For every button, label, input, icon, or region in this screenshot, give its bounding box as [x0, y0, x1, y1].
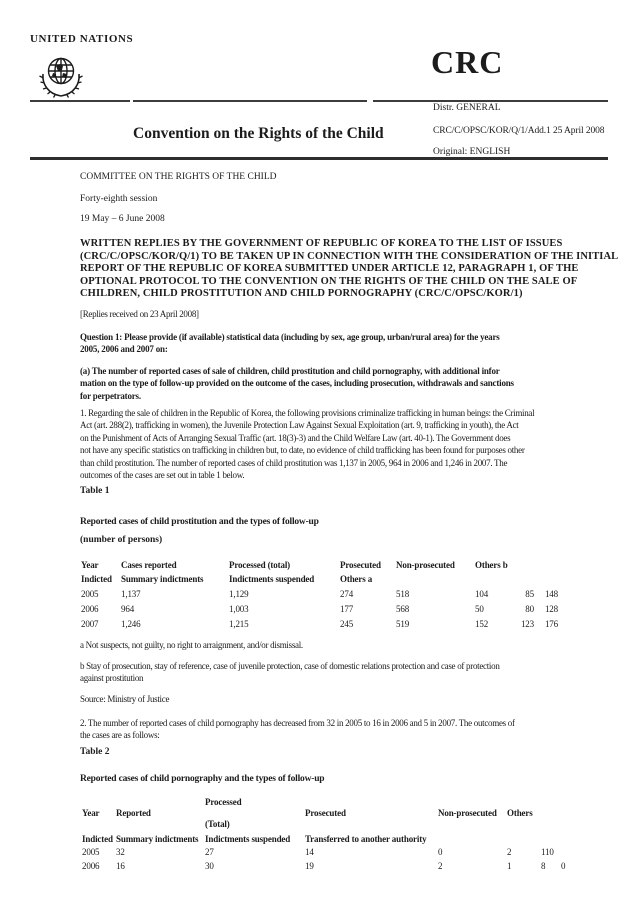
subject-heading: [80, 238, 618, 301]
paragraph-1-line: than child prostitution. The number of reported cases of child prostitution was 1,137 in 2005, 964 in 2006 and 1,246 in 2007. The: [80, 457, 508, 468]
table-cell: 30: [205, 861, 214, 871]
column-header: (Total): [205, 819, 230, 829]
footnote-b-line: against prostitution: [80, 673, 144, 684]
column-header: Others: [507, 808, 533, 818]
subject-line: REPORT OF THE REPUBLIC OF KOREA SUBMITTED UNDER ARTICLE 12, PARAGRAPH 1, OF THE: [80, 263, 579, 274]
header-rule-middle: [133, 100, 367, 102]
subject-line: CHILDREN, CHILD PROSTITUTION AND CHILD PORNOGRAPHY (CRC/C/OPSC/KOR/1): [80, 288, 523, 299]
column-header: Transferred to another authority: [305, 834, 427, 844]
source-line: Source: Ministry of Justice: [80, 694, 170, 704]
table-cell: 2006: [81, 604, 99, 614]
question-1-item-a: [80, 365, 514, 402]
original-language: Original: ENGLISH: [433, 147, 511, 157]
column-header: Indictments suspended: [205, 834, 291, 844]
header-rule-thick: [30, 157, 608, 160]
table-1-unit: (number of persons): [80, 535, 163, 545]
column-header: Processed (total): [229, 560, 291, 570]
table-cell: 85: [525, 589, 534, 599]
paragraph-1-line: 1. Regarding the sale of children in the Republic of Korea, the following provisions criminalize trafficking in human beings: the Criminal: [80, 408, 535, 418]
table-cell: 518: [396, 589, 410, 599]
table-cell: 2005: [81, 589, 99, 599]
table-2-header-total: [0, 819, 640, 833]
table-cell: 50: [475, 604, 484, 614]
paragraph-1-line: on the Punishment of Acts of Arranging Sexual Traffic (art. 18(3)-3) and the Child Welfare Law (art. 40-1). The Government does: [80, 432, 511, 443]
table-cell: 1,003: [229, 604, 249, 614]
distr-line: Distr. GENERAL: [433, 103, 501, 113]
table-1-header-row-1: [0, 560, 640, 574]
table-cell: 568: [396, 604, 410, 614]
table-cell: 0: [561, 861, 566, 871]
subject-line: (CRC/C/OPSC/KOR/Q/1) TO BE TAKEN UP IN CONNECTION WITH THE CONSIDERATION OF THE INITIAL: [80, 250, 619, 262]
paragraph-1-line: Act (art. 288(2), trafficking in women), the Juvenile Protection Law Against Sexual Exploitation (art. 9, trafficking in youth), the Act: [80, 420, 519, 431]
column-header: Summary indictments: [121, 574, 204, 584]
table-cell: 964: [121, 604, 135, 614]
committee-name: COMMITTEE ON THE RIGHTS OF THE CHILD: [80, 172, 277, 182]
table-cell: 0: [438, 847, 443, 857]
table-cell: 1,215: [229, 619, 249, 629]
table-row: [0, 619, 640, 633]
table-cell: 1,129: [229, 589, 249, 599]
subject-line: WRITTEN REPLIES BY THE GOVERNMENT OF REPUBLIC OF KOREA TO THE LIST OF ISSUES: [80, 238, 563, 249]
table-cell: 14: [305, 847, 314, 857]
session-name: Forty-eighth session: [80, 194, 158, 204]
header-rule-right: [373, 100, 608, 102]
table-cell: 2007: [81, 619, 99, 629]
table-cell: 16: [116, 861, 125, 871]
table-cell: 2005: [82, 847, 100, 857]
table-cell: 19: [305, 861, 314, 871]
table-1-footnote-a: a Not suspects, not guilty, no right to arraignment, and/or dismissal.: [80, 640, 303, 650]
table-cell: 176: [544, 619, 558, 629]
paragraph-1-line: not have any specific statistics on trafficking in children but, to date, no evidence of child trafficking has been found for purposes other: [80, 445, 525, 456]
column-header: Year: [82, 808, 100, 818]
table-cell: 1,137: [121, 589, 141, 599]
paragraph-1: [80, 407, 534, 481]
replies-received: [Replies received on 23 April 2008]: [80, 309, 199, 319]
column-header: Year: [81, 560, 99, 570]
table-cell: 8: [541, 861, 546, 871]
column-header: Processed: [205, 797, 242, 807]
question-1-line: Question 1: Please provide (if available) statistical data (including by sex, age group, urban/rural area) for the years: [80, 332, 500, 342]
paragraph-1-line: outcomes of the cases are set out in table 1 below.: [80, 470, 245, 481]
paragraph-2-line: 2. The number of reported cases of child pornography has decreased from 32 in 2005 to 16 in 2006 and 5 in 2007. The outcomes of: [80, 718, 515, 728]
reference-line: CRC/C/OPSC/KOR/Q/1/Add.1 25 April 2008: [433, 126, 605, 136]
table-cell: 2006: [82, 861, 100, 871]
column-header: Indicted: [82, 834, 113, 844]
footnote-b-line: b Stay of prosecution, stay of reference, case of juvenile protection, case of domestic relations protection and case of protection: [80, 661, 500, 671]
table-row: [0, 589, 640, 603]
item-a-line: (a) The number of reported cases of sale of children, child prostitution and child pornography, with additional infor: [80, 366, 500, 376]
org-name: UNITED NATIONS: [30, 33, 134, 45]
un-emblem-icon: [36, 52, 86, 105]
header-rule-left: [30, 100, 130, 102]
paragraph-2: [80, 717, 515, 742]
table-cell: 2: [507, 847, 512, 857]
session-dates: 19 May – 6 June 2008: [80, 214, 165, 224]
column-header: Prosecuted: [305, 808, 346, 818]
table-cell: 274: [340, 589, 354, 599]
paragraph-2-line: the cases are as follows:: [80, 730, 160, 741]
item-a-line: mation on the type of follow-up provided on the outcome of the cases, including prosecution, withdrawals and sanctions: [80, 378, 514, 389]
item-a-line: for perpetrators.: [80, 390, 141, 401]
column-header: Indicted: [81, 574, 112, 584]
table-cell: 80: [525, 604, 534, 614]
table-row: [0, 604, 640, 618]
column-header: Non-prosecuted: [438, 808, 497, 818]
table-cell: 27: [205, 847, 214, 857]
column-header: Prosecuted: [340, 560, 381, 570]
document-title: Convention on the Rights of the Child: [133, 125, 384, 142]
table-cell: 123: [520, 619, 534, 629]
table-cell: 1: [507, 861, 512, 871]
table-1-title: Reported cases of child prostitution and the types of follow-up: [80, 517, 319, 527]
column-header: Others b: [475, 560, 508, 570]
table-row: [0, 847, 640, 861]
table-cell: 104: [475, 589, 489, 599]
subject-line: OPTIONAL PROTOCOL TO THE CONVENTION ON THE RIGHTS OF THE CHILD ON THE SALE OF: [80, 275, 578, 287]
column-header: Reported: [116, 808, 151, 818]
table-1-footnote-b: [80, 660, 500, 685]
column-header: Cases reported: [121, 560, 177, 570]
column-header: Non-prosecuted: [396, 560, 455, 570]
table-cell: 245: [340, 619, 354, 629]
table-row: [0, 861, 640, 875]
column-header: Indictments suspended: [229, 574, 315, 584]
table-cell: 148: [544, 589, 558, 599]
table-2-header-row-2: [0, 834, 640, 848]
table-cell: 519: [396, 619, 410, 629]
doc-acronym: CRC: [431, 44, 504, 80]
table-1-header-row-2: [0, 574, 640, 588]
column-header: Summary indictments: [116, 834, 199, 844]
table-cell: 32: [116, 847, 125, 857]
table-cell: 152: [475, 619, 489, 629]
table-2-label: Table 2: [80, 747, 110, 757]
table-cell: 177: [340, 604, 354, 614]
table-2-title: Reported cases of child pornography and the types of follow-up: [80, 774, 325, 784]
table-1-label: Table 1: [80, 486, 110, 496]
question-1-heading: [80, 331, 500, 356]
table-cell: 1,246: [121, 619, 141, 629]
table-cell: 110: [541, 847, 554, 857]
question-1-line: 2005, 2006 and 2007 on:: [80, 344, 168, 355]
table-cell: 128: [544, 604, 558, 614]
column-header: Others a: [340, 574, 373, 584]
table-cell: 2: [438, 861, 443, 871]
